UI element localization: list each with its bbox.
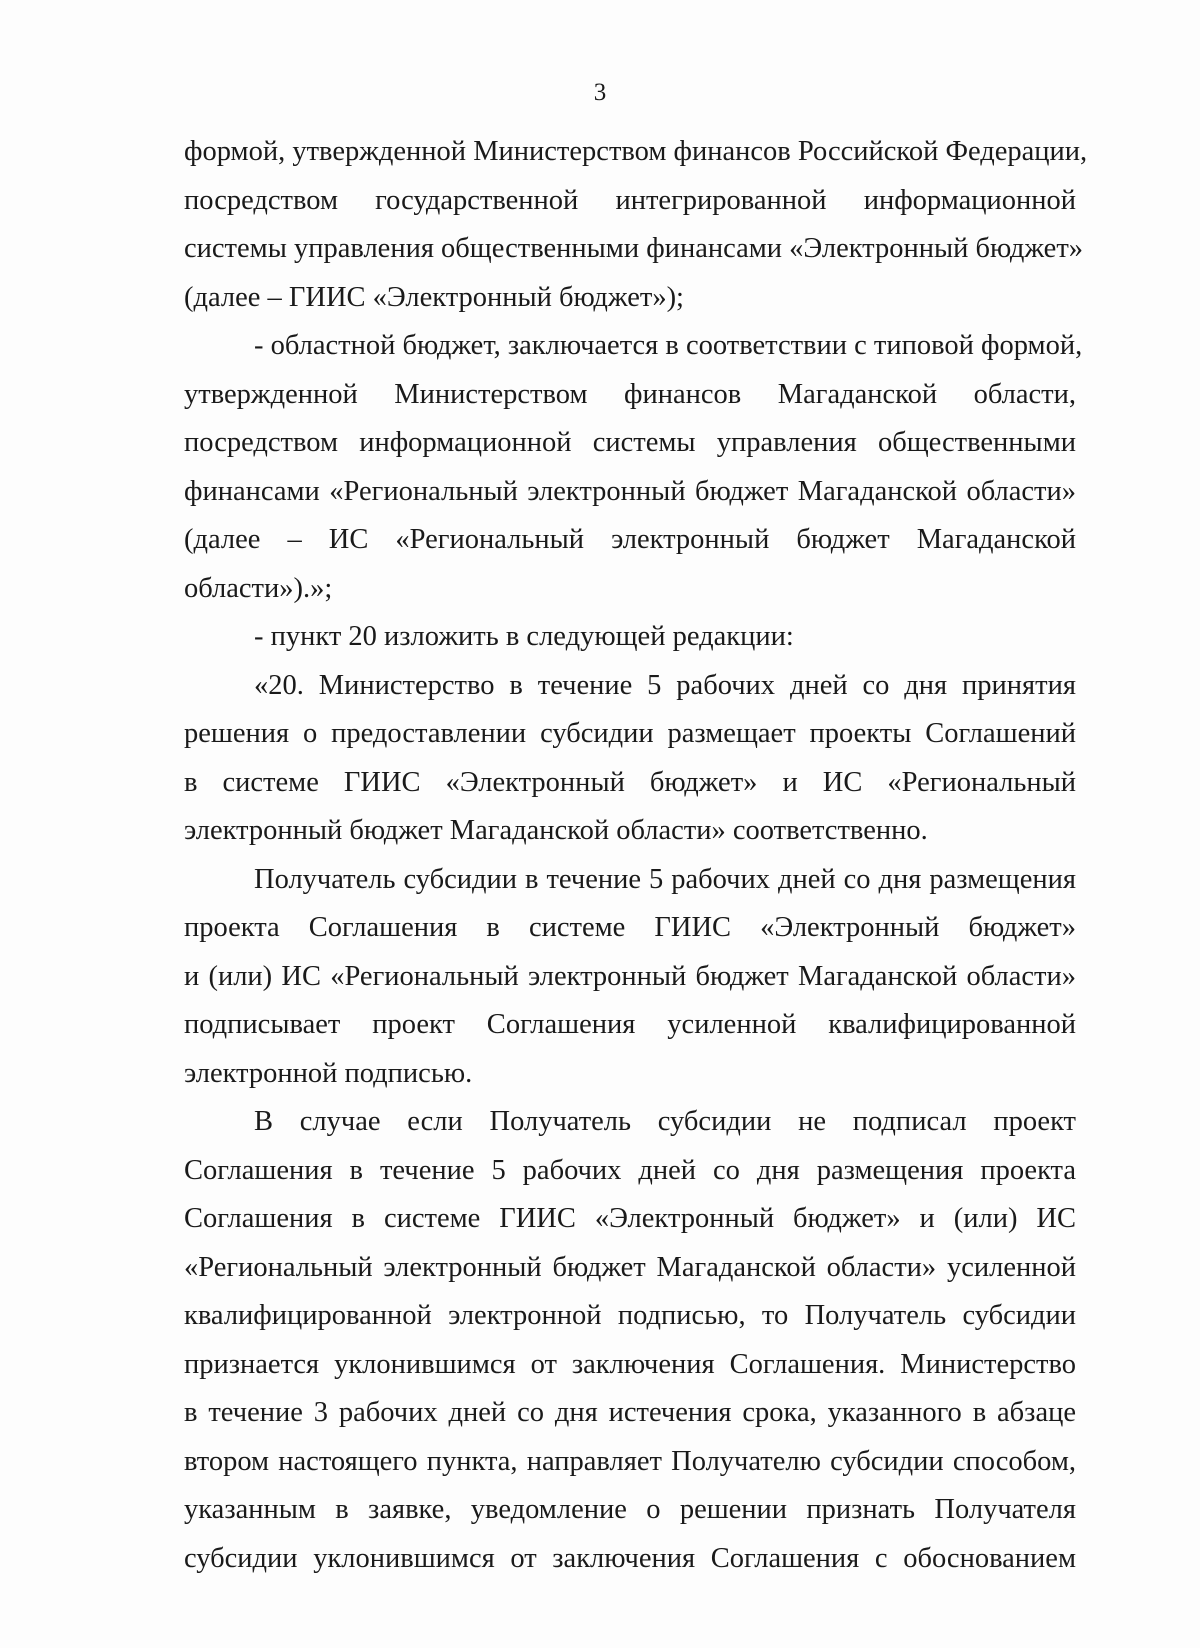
- text-line: и (или) ИС «Региональный электронный бюджет Магаданской области»: [184, 960, 1076, 992]
- text-line: финансами «Региональный электронный бюджет Магаданской области»: [184, 475, 1076, 507]
- text-line: проекта Соглашения в системе ГИИС «Электронный бюджет»: [184, 912, 1076, 943]
- text-line: электронной подписью.: [184, 1057, 473, 1089]
- text-line: (далее – ИС «Региональный электронный бюджет Магаданской: [184, 524, 1076, 555]
- text-line: «Региональный электронный бюджет Магаданской области» усиленной: [184, 1251, 1076, 1283]
- text-line: посредством информационной системы управления общественными: [184, 427, 1076, 458]
- text-line: утвержденной Министерством финансов Магаданской области,: [184, 378, 1076, 410]
- text-line: В случае если Получатель субсидии не подписал проект: [254, 1106, 1076, 1137]
- text-line: (далее – ГИИС «Электронный бюджет»);: [184, 281, 684, 313]
- document-body: [184, 128, 1088, 1583]
- text-line: подписывает проект Соглашения усиленной квалифицированной: [184, 1009, 1076, 1040]
- text-line: в течение 3 рабочих дней со дня истечения срока, указанного в абзаце: [184, 1397, 1076, 1428]
- text-line: в системе ГИИС «Электронный бюджет» и ИС «Региональный: [184, 766, 1076, 798]
- text-line: втором настоящего пункта, направляет Получателю субсидии способом,: [184, 1445, 1076, 1477]
- text-line: формой, утвержденной Министерством финансов Российской Федерации,: [184, 136, 1088, 167]
- text-line: квалифицированной электронной подписью, то Получатель субсидии: [184, 1300, 1076, 1331]
- page-number: 3: [593, 79, 607, 106]
- text-line: Получатель субсидии в течение 5 рабочих дней со дня размещения: [254, 863, 1076, 895]
- text-line: электронный бюджет Магаданской области» соответственно.: [184, 815, 928, 846]
- text-line: субсидии уклонившимся от заключения Соглашения с обоснованием: [184, 1542, 1076, 1574]
- text-line: области»).»;: [184, 572, 333, 604]
- text-line: посредством государственной интегрированной информационной: [184, 184, 1076, 216]
- text-line: Соглашения в течение 5 рабочих дней со дня размещения проекта: [184, 1154, 1076, 1186]
- text-line: решения о предоставлении субсидии размещает проекты Соглашений: [184, 718, 1076, 749]
- text-line: указанным в заявке, уведомление о решении признать Получателя: [184, 1494, 1076, 1525]
- text-line: признается уклонившимся от заключения Соглашения. Министерство: [184, 1348, 1076, 1380]
- text-line: «20. Министерство в течение 5 рабочих дней со дня принятия: [254, 669, 1076, 701]
- text-line: - пункт 20 изложить в следующей редакции:: [254, 621, 794, 652]
- text-line: - областной бюджет, заключается в соответствии с типовой формой,: [254, 330, 1083, 361]
- text-line: системы управления общественными финансами «Электронный бюджет»: [184, 233, 1084, 264]
- text-line: Соглашения в системе ГИИС «Электронный бюджет» и (или) ИС: [184, 1203, 1076, 1234]
